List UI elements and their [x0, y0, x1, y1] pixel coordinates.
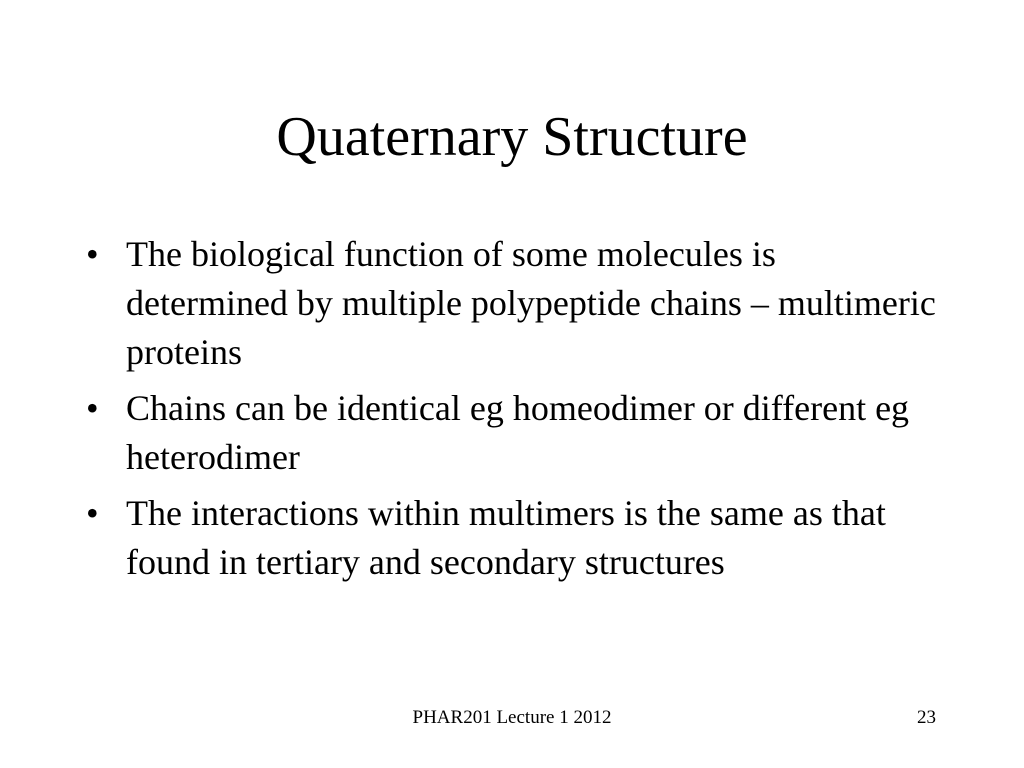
bullet-text: The biological function of some molecules is determined by multiple polypeptide chains – multimeric proteins [126, 234, 936, 372]
slide-title: Quaternary Structure [276, 106, 748, 168]
bullet-item-1 [86, 230, 946, 377]
bullet-marker: • [86, 388, 99, 428]
bullet-text: The interactions within multimers is the same as that found in tertiary and secondary structures [126, 493, 886, 582]
bullet-item-3 [86, 489, 946, 587]
bullet-list [86, 230, 946, 594]
bullet-marker: • [86, 493, 99, 533]
bullet-item-2 [86, 384, 946, 482]
bullet-marker: • [86, 234, 99, 274]
slide-footer: PHAR201 Lecture 1 2012 [412, 707, 612, 728]
slide-page-number: 23 [917, 707, 936, 728]
bullet-text: Chains can be identical eg homeodimer or different eg heterodimer [126, 388, 910, 477]
